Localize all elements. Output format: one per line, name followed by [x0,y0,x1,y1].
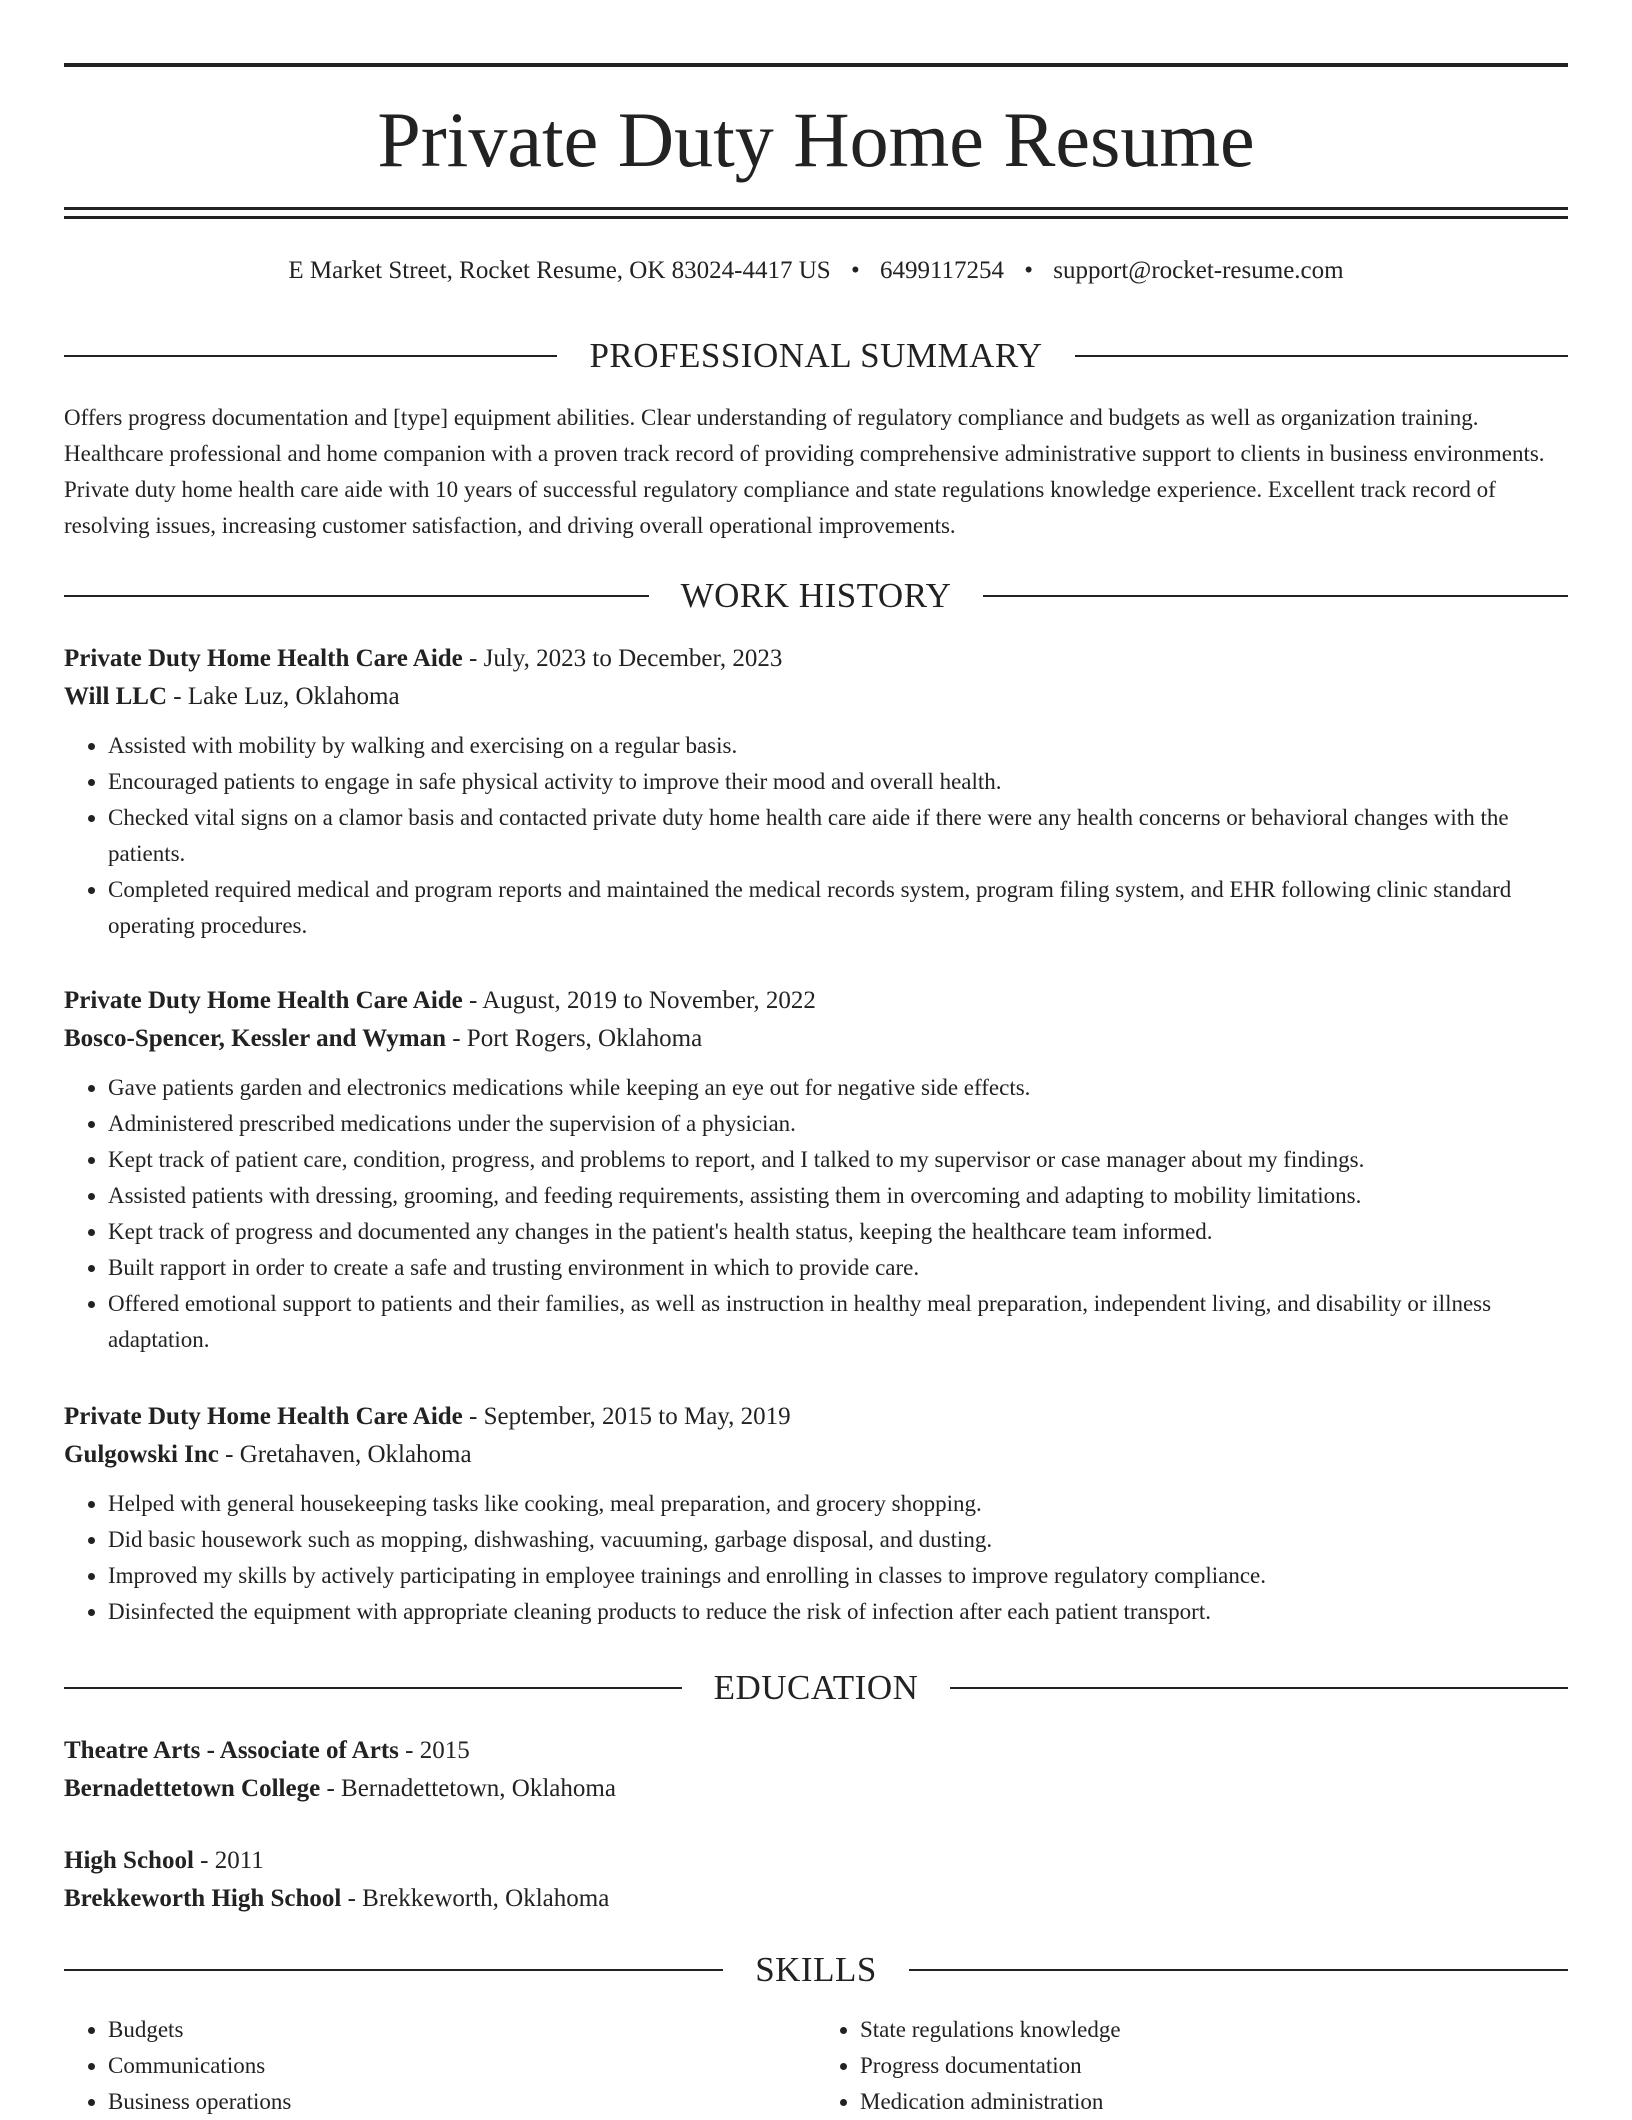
employer-location: - Gretahaven, Oklahoma [218,1441,472,1468]
skill-item: • Progress documentation [860,2048,1568,2084]
degree-line [64,1842,1568,1880]
employer-name: Bosco-Spencer, Kessler and Wyman [64,1025,446,1052]
title-double-rule [64,207,1568,219]
job-title: Private Duty Home Health Care Aide [64,1403,463,1430]
list-item: • Kept track of progress and documented any changes in the patient's health status, keeping the healthcare team informed. [108,1214,1568,1250]
contact-separator: • [1024,257,1034,284]
contact-phone: 6499117254 [879,257,1005,284]
section-heading-skills [64,1950,1568,1990]
list-item: • Disinfected the equipment with appropriate cleaning products to reduce the risk of infection after each patient transport. [108,1594,1568,1630]
job-title: Private Duty Home Health Care Aide [64,987,463,1014]
school-name: Bernadettetown College [64,1775,321,1802]
section-heading-work [64,576,1568,616]
list-item: • Encouraged patients to engage in safe physical activity to improve their mood and overall health. [108,764,1568,800]
heading-rule [983,595,1568,597]
list-item: • Helped with general housekeeping tasks like cooking, meal preparation, and grocery shopping. [108,1486,1568,1522]
education-entry [64,1842,1568,1918]
summary-text: Offers progress documentation and [type] equipment abilities. Clear understanding of regulatory compliance and budgets as well as organization training. Healthcare professional and home companion with a proven track record of providing comprehensive administrative support to clients in business environments. Private duty home health care aide with 10 years of successful regulatory compliance and state regulations knowledge experience. Excellent track record of resolving issues, increasing customer satisfaction, and driving overall operational improvements. [64,405,1545,538]
list-item: • Completed required medical and program reports and maintained the medical records system, program filing system, and EHR following clinic standard operating procedures. [108,872,1568,944]
job-bullets [64,1486,1568,1630]
list-item: • Assisted patients with dressing, grooming, and feeding requirements, assisting them in overcoming and adapting to mobility limitations. [108,1178,1568,1214]
list-item: • Assisted with mobility by walking and exercising on a regular basis. [108,728,1568,764]
skill-item: • Medication administration [860,2084,1568,2120]
list-item: • Improved my skills by actively participating in employee trainings and enrolling in classes to improve regulatory compliance. [108,1558,1568,1594]
heading-rule [64,1969,723,1971]
list-item: • Administered prescribed medications under the supervision of a physician. [108,1106,1568,1142]
education-entry [64,1732,1568,1808]
job-dates: - August, 2019 to November, 2022 [462,987,816,1014]
heading-rule [1075,355,1568,357]
degree-year: - 2015 [398,1737,470,1764]
job-bullets [64,1070,1568,1358]
employer-line [64,1020,1568,1058]
heading-rule [909,1969,1568,1971]
list-item: • Kept track of patient care, condition, progress, and problems to report, and I talked to my supervisor or case manager about my findings. [108,1142,1568,1178]
heading-rule [950,1687,1568,1689]
heading-rule [64,1687,682,1689]
list-item: • Did basic housework such as mopping, dishwashing, vacuuming, garbage disposal, and dusting. [108,1522,1568,1558]
contact-email: support@rocket-resume.com [1053,257,1344,284]
list-item: • Offered emotional support to patients and their families, as well as instruction in healthy meal preparation, independent living, and disability or illness adaptation. [108,1286,1568,1358]
list-item: • Built rapport in order to create a safe and trusting environment in which to provide care. [108,1250,1568,1286]
school-location: - Bernadettetown, Oklahoma [320,1775,616,1802]
section-title: WORK HISTORY [680,576,952,615]
job-entry [64,1398,1568,1630]
heading-rule [64,595,649,597]
employer-location: - Lake Luz, Oklahoma [167,683,400,710]
employer-line [64,678,1568,716]
school-location: - Brekkeworth, Oklahoma [341,1885,610,1912]
job-title-line [64,640,1568,678]
job-dates: - September, 2015 to May, 2019 [462,1403,791,1430]
degree-year: - 2011 [193,1847,264,1874]
list-item: • Gave patients garden and electronics medications while keeping an eye out for negative side effects. [108,1070,1568,1106]
school-name: Brekkeworth High School [64,1885,342,1912]
job-dates: - July, 2023 to December, 2023 [462,645,783,672]
skill-item: • Budgets [108,2012,816,2048]
job-bullets [64,728,1568,944]
list-item: • Checked vital signs on a clamor basis and contacted private duty home health care aide if there were any health concerns or behavioral changes with the patients. [108,800,1568,872]
school-line [64,1770,1568,1808]
employer-line [64,1436,1568,1474]
skill-item: • Communications [108,2048,816,2084]
degree-name: High School [64,1847,194,1874]
contact-separator: • [850,257,860,284]
job-entry [64,982,1568,1358]
skills-list [64,2012,1568,2120]
skill-item: • Business operations [108,2084,816,2120]
employer-name: Gulgowski Inc [64,1441,219,1468]
contact-line [64,256,1568,286]
degree-name: Theatre Arts - Associate of Arts [64,1737,399,1764]
degree-line [64,1732,1568,1770]
skill-item: • State regulations knowledge [860,2012,1568,2048]
job-title-line [64,1398,1568,1436]
skills-column-left [64,2012,816,2120]
school-line [64,1880,1568,1918]
page-title: Private Duty Home Resume [377,96,1255,183]
section-title: EDUCATION [713,1668,919,1707]
heading-rule [64,355,557,357]
section-heading-education [64,1668,1568,1708]
section-heading-summary [64,336,1568,376]
employer-name: Will LLC [64,683,168,710]
employer-location: - Port Rogers, Oklahoma [445,1025,703,1052]
top-rule [64,63,1568,67]
section-title: SKILLS [755,1950,877,1989]
job-title-line [64,982,1568,1020]
contact-address: E Market Street, Rocket Resume, OK 83024-4417 US [288,257,831,284]
skills-column-right [816,2012,1568,2120]
job-entry [64,640,1568,944]
job-title: Private Duty Home Health Care Aide [64,645,463,672]
section-title: PROFESSIONAL SUMMARY [589,336,1043,375]
